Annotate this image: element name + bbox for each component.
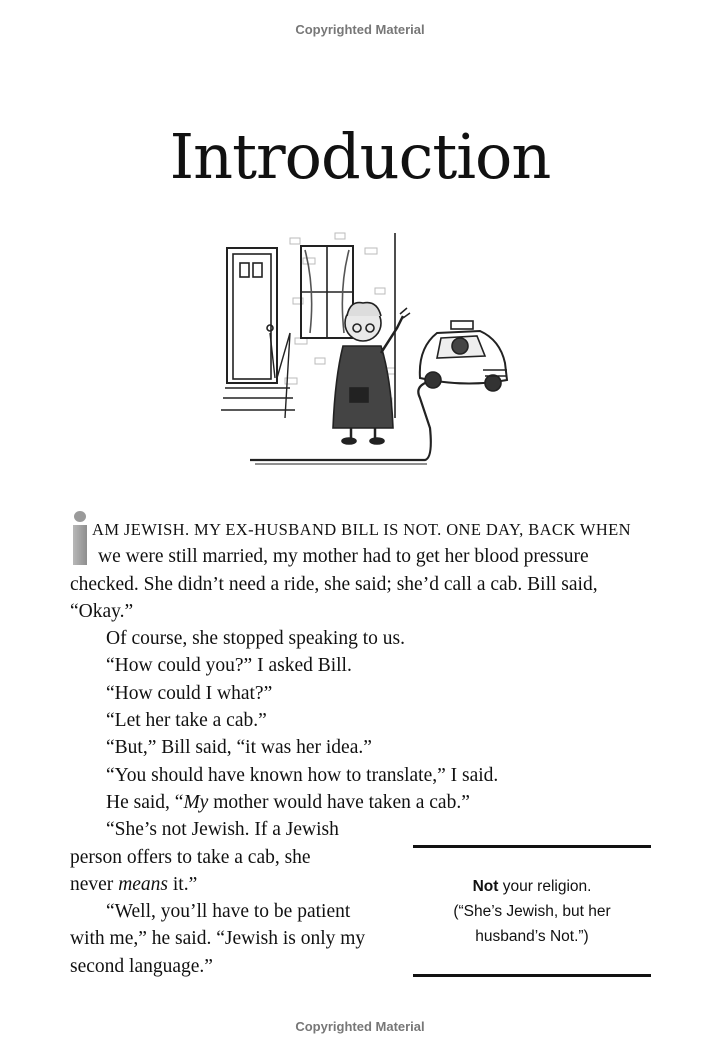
text-segment: never [70, 873, 119, 895]
text-segment: it.” [168, 873, 198, 895]
text-line: “She’s not Jewish. If a Jewish [106, 819, 339, 841]
cartoon-illustration [215, 228, 520, 468]
header-copyright: Copyrighted Material [295, 22, 425, 37]
text-line: “How could you?” I asked Bill. [106, 655, 352, 677]
text-line: checked. She didn’t need a ride, she said; she’d call a cab. Bill said, [70, 573, 598, 595]
text-line: Of course, she stopped speaking to us. [106, 628, 405, 650]
text-line: AM JEWISH. MY EX-HUSBAND BILL IS NOT. ONE DAY, BACK WHEN [92, 520, 631, 539]
text-line: person offers to take a cab, she [70, 846, 311, 868]
text-line [70, 789, 655, 816]
text-line: “Okay.” [70, 600, 134, 622]
sidebar-text: your religion. [498, 878, 592, 895]
definition-sidebar [413, 845, 651, 977]
sidebar-line: (“She’s Jewish, but her [453, 903, 611, 920]
text-line: “But,” Bill said, “it was her idea.” [106, 737, 372, 759]
footer-copyright: Copyrighted Material [295, 1019, 425, 1034]
sidebar-line [413, 874, 651, 899]
chapter-title: Introduction [169, 120, 551, 193]
text-line: we were still married, my mother had to get her blood pressure [98, 546, 589, 568]
text-line: “Well, you’ll have to be patient [106, 901, 351, 923]
italic-word: means [118, 873, 169, 895]
sidebar-bold-word: Not [472, 878, 499, 895]
text-line: second language.” [70, 955, 213, 977]
sidebar-line: husband’s Not.”) [475, 928, 589, 945]
italic-word: My [183, 791, 209, 813]
text-segment: He said, “ [106, 791, 184, 813]
text-line: with me,” he said. “Jewish is only my [70, 928, 366, 950]
text-line: “How could I what?” [106, 682, 273, 704]
text-segment: mother would have taken a cab.” [208, 791, 470, 813]
cartoon-woman-waving-taxi-icon [221, 233, 507, 464]
text-line: “You should have known how to translate,” I said. [106, 764, 499, 786]
text-line: “Let her take a cab.” [106, 710, 267, 732]
